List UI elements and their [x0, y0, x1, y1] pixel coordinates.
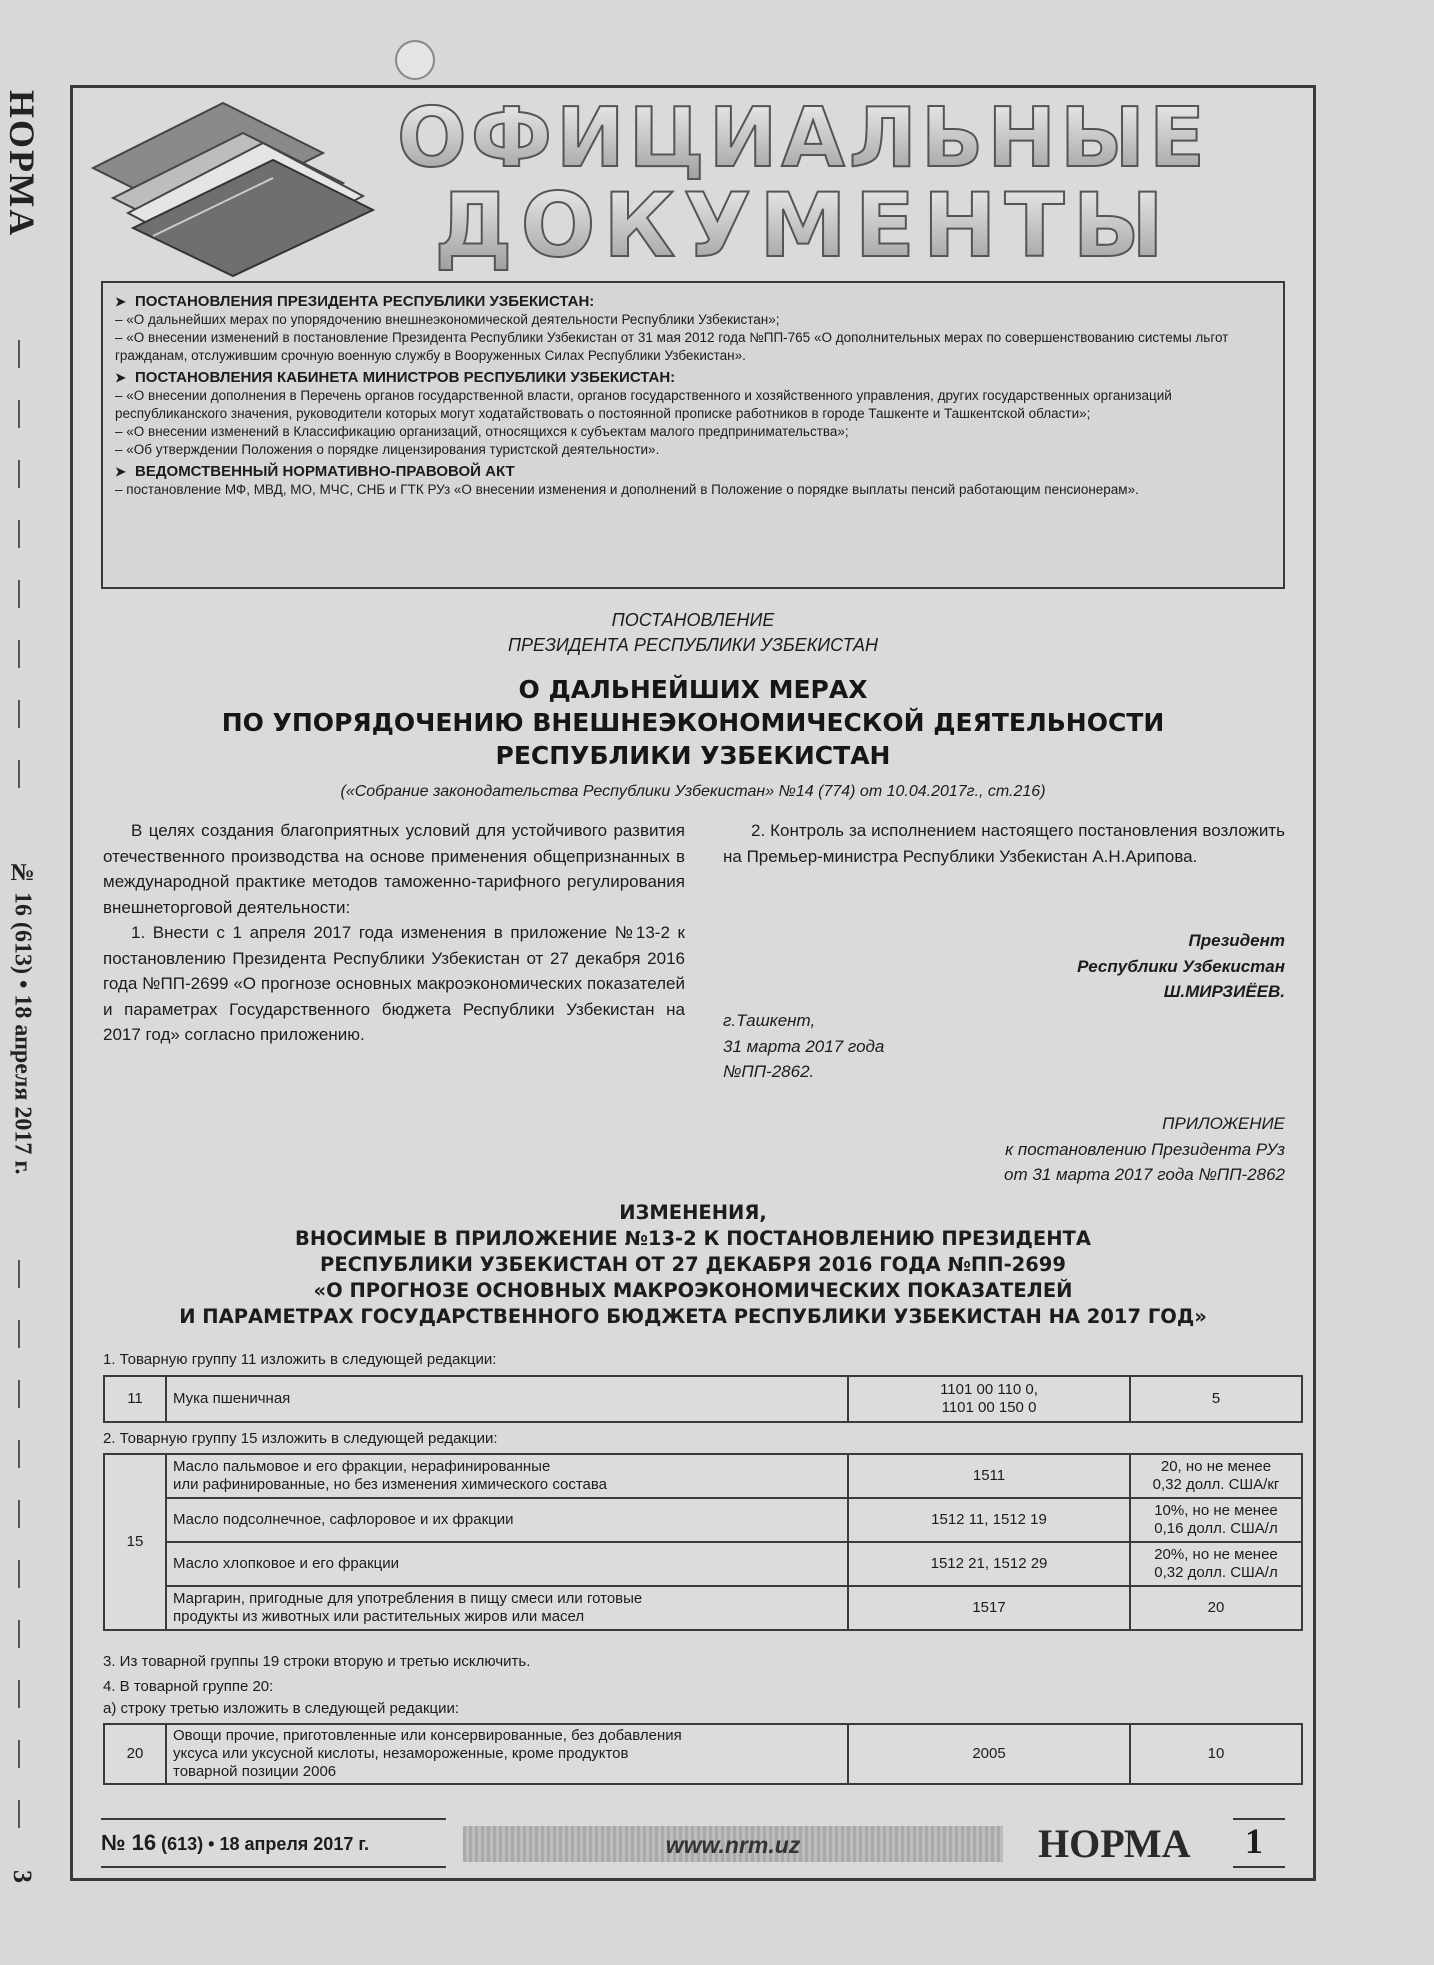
section-banner [73, 88, 1313, 278]
contents-line: – «О внесении дополнения в Перечень органов государственной власти, органов государственного и хозяйственного управления, других государственных организаций республиканского значения, руководители которых могут ходатайствовать о постоянной прописке работников в городе Ташкенте и Ташкентской области»; [115, 388, 1172, 421]
spine-dash [18, 520, 20, 548]
spine-dash [18, 1320, 20, 1348]
decree-type: ПОСТАНОВЛЕНИЕ [611, 610, 775, 630]
contents-line: – постановление МФ, МВД, МО, МЧС, СНБ и ГТК РУз «О внесении изменения и дополнений в Положение о порядке выплаты пенсий работающим пенсионерам». [115, 482, 1139, 497]
decree-body-right [723, 818, 1285, 869]
footer-issue-number: № 16 [101, 1830, 157, 1855]
name-cell [166, 1586, 848, 1630]
spine-brand: НОРМА [2, 90, 42, 238]
decree-paragraph: 2. Контроль за исполнением настоящего постановления возложить на Премьер-министра Республики Узбекистан А.Н.Арипова. [723, 821, 1285, 866]
spine-dash [18, 1440, 20, 1468]
rate-line: 10%, но не менее [1154, 1502, 1278, 1519]
footer-page-number: 1 [1245, 1821, 1263, 1861]
name-cell: Масло хлопковое и его фракции [166, 1542, 848, 1586]
spine-dash [18, 400, 20, 428]
contents-box [101, 281, 1285, 589]
appendix-note: а) строку третью изложить в следующей редакции: [103, 1700, 460, 1717]
contents-heading-text: ПОСТАНОВЛЕНИЯ ПРЕЗИДЕНТА РЕСПУБЛИКИ УЗБЕКИСТАН: [135, 293, 595, 310]
appendix-note: 4. В товарной группе 20: [103, 1678, 274, 1695]
banner-line1: ОФИЦИАЛЬНЫЕ [396, 91, 1210, 186]
spine-dash [18, 340, 20, 368]
name-line: товарной позиции 2006 [173, 1763, 337, 1780]
punch-hole [395, 40, 435, 80]
page-footer [73, 1810, 1313, 1870]
appendix-note: 3. Из товарной группы 19 строки вторую и третью исключить. [103, 1653, 531, 1670]
table-row [104, 1724, 1302, 1784]
name-line: продукты из животных или растительных жиров или масел [173, 1608, 585, 1625]
table-row [104, 1498, 1302, 1542]
rate-cell: 20 [1130, 1586, 1302, 1630]
name-line: Маргарин, пригодные для употребления в пищу смеси или готовые [173, 1590, 643, 1607]
code-line: 1101 00 150 0 [941, 1399, 1037, 1416]
code-cell [848, 1376, 1130, 1422]
table-row [104, 1454, 1302, 1498]
spine-dash [18, 1380, 20, 1408]
spine-dash [18, 1500, 20, 1528]
spine-dash [18, 1740, 20, 1768]
contents-section [115, 463, 1271, 499]
page-frame [70, 85, 1316, 1881]
footer-rule [101, 1866, 446, 1868]
contents-heading-text: ВЕДОМСТВЕННЫЙ НОРМАТИВНО-ПРАВОВОЙ АКТ [135, 463, 515, 480]
code-cell: 1512 11, 1512 19 [848, 1498, 1130, 1542]
contents-line: – «О дальнейших мерах по упорядочению внешнеэкономической деятельности Республики Узбекистан»; [115, 312, 780, 327]
rate-cell [1130, 1498, 1302, 1542]
signer-name: Ш.МИРЗИЁЕВ. [1163, 982, 1285, 1001]
decree-paragraph: 1. Внести с 1 апреля 2017 года изменения в приложение №13-2 к постановлению Президента Республики Узбекистан от 27 декабря 2016 года №ПП-2699 «О прогнозе основных макроэкономических показателей и параметрах Государственного бюджета Республики Узбекистан на 2017 год» согласно приложению. [103, 923, 685, 1044]
contents-line: – «О внесении изменений в Классификацию организаций, относящихся к субъектам малого предпринимательства»; [115, 424, 849, 439]
decree-title: ПО УПОРЯДОЧЕНИЮ ВНЕШНЕЭКОНОМИЧЕСКОЙ ДЕЯТЕЛЬНОСТИ [221, 708, 1165, 737]
decree-number: №ПП-2862. [723, 1062, 815, 1081]
appendix-title: РЕСПУБЛИКИ УЗБЕКИСТАН ОТ 27 ДЕКАБРЯ 2016 ГОДА №ПП-2699 [320, 1253, 1066, 1276]
name-cell [166, 1454, 848, 1498]
contents-line: – «О внесении изменений в постановление Президента Республики Узбекистан от 31 мая 2012 года №ПП-765 «О дополнительных мерах по совершенствованию системы льгот гражданам, отслужившим срочную военную службу в Вооруженных Силах Республики Узбекистан». [115, 330, 1229, 363]
appendix-title: ВНОСИМЫЕ В ПРИЛОЖЕНИЕ №13-2 К ПОСТАНОВЛЕНИЮ ПРЕЗИДЕНТА [295, 1227, 1091, 1250]
name-line: Овощи прочие, приготовленные или консервированные, без добавления [173, 1727, 682, 1744]
folder-documents-icon [73, 88, 1313, 278]
contents-heading [115, 463, 1271, 481]
name-cell: Масло подсолнечное, сафлоровое и их фракции [166, 1498, 848, 1542]
decree-issuer: ПРЕЗИДЕНТА РЕСПУБЛИКИ УЗБЕКИСТАН [507, 635, 878, 655]
appendix-title: И ПАРАМЕТРАХ ГОСУДАРСТВЕННОГО БЮДЖЕТА РЕСПУБЛИКИ УЗБЕКИСТАН НА 2017 ГОД» [179, 1305, 1207, 1328]
spine-dash [18, 1800, 20, 1828]
decree-date: 31 марта 2017 года [723, 1036, 885, 1056]
code-cell: 2005 [848, 1724, 1130, 1784]
table-row [104, 1376, 1302, 1422]
footer-rule [101, 1818, 446, 1820]
signer-title: Президент [1188, 931, 1285, 950]
spine-dash [18, 580, 20, 608]
spine-dash [18, 1260, 20, 1288]
group-cell: 11 [104, 1376, 166, 1422]
banner-line2: ДОКУМЕНТЫ [434, 174, 1172, 277]
footer-issue-date: (613) • 18 апреля 2017 г. [161, 1834, 370, 1854]
arrow-icon: ➤ [115, 370, 126, 385]
contents-section [115, 369, 1271, 459]
decree-place-date [723, 1008, 1023, 1085]
appendix-title: «О ПРОГНОЗЕ ОСНОВНЫХ МАКРОЭКОНОМИЧЕСКИХ ПОКАЗАТЕЛЕЙ [313, 1279, 1073, 1302]
appendix-note: 1. Товарную группу 11 изложить в следующей редакции: [103, 1351, 497, 1368]
spine-page-number: 3 [8, 1870, 37, 1883]
rate-line: 20, но не менее [1160, 1458, 1272, 1475]
appendix-reference [723, 1111, 1285, 1188]
appendix-title: ИЗМЕНЕНИЯ, [619, 1201, 767, 1224]
spine-dash [18, 1620, 20, 1648]
tariff-table-group-20 [103, 1723, 1303, 1785]
table-row [104, 1542, 1302, 1586]
spine-dash [18, 460, 20, 488]
rate-line: 0,32 долл. США/л [1154, 1564, 1278, 1581]
spine-issue: № 16 (613) • 18 апреля 2017 г. [9, 860, 36, 1175]
arrow-icon: ➤ [115, 294, 126, 309]
arrow-icon: ➤ [115, 464, 126, 479]
contents-line: – «Об утверждении Положения о порядке лицензирования туристской деятельности». [115, 442, 660, 457]
rate-cell: 5 [1130, 1376, 1302, 1422]
rate-line: 20%, но не менее [1154, 1546, 1278, 1563]
contents-section [115, 293, 1271, 365]
tariff-table-group-15 [103, 1453, 1303, 1631]
code-cell: 1517 [848, 1586, 1130, 1630]
decree-title: О ДАЛЬНЕЙШИХ МЕРАХ [518, 675, 868, 704]
group-cell: 15 [104, 1454, 166, 1630]
group-cell: 20 [104, 1724, 166, 1784]
signature-block [723, 928, 1285, 1005]
decree-title: РЕСПУБЛИКИ УЗБЕКИСТАН [495, 741, 891, 770]
code-cell: 1511 [848, 1454, 1130, 1498]
name-line: Масло пальмовое и его фракции, нерафинированные [173, 1458, 551, 1475]
name-line: уксуса или уксусной кислоты, незамороженные, кроме продуктов [173, 1745, 629, 1762]
rate-cell: 10 [1130, 1724, 1302, 1784]
rate-line: 0,32 долл. США/кг [1152, 1476, 1280, 1493]
rate-cell [1130, 1542, 1302, 1586]
table-row [104, 1586, 1302, 1630]
code-line: 1101 00 110 0, [940, 1381, 1038, 1398]
appendix-label: ПРИЛОЖЕНИЕ [1162, 1114, 1285, 1133]
contents-heading [115, 369, 1271, 387]
spine-dash [18, 640, 20, 668]
contents-heading-text: ПОСТАНОВЛЕНИЯ КАБИНЕТА МИНИСТРОВ РЕСПУБЛИКИ УЗБЕКИСТАН: [135, 369, 676, 386]
decree-source: («Собрание законодательства Республики Узбекистан» №14 (774) от 10.04.2017г., ст.216) [340, 783, 1046, 800]
appendix-ref: от 31 марта 2017 года №ПП-2862 [1004, 1165, 1285, 1184]
footer-rule [1233, 1866, 1285, 1868]
spine-dash [18, 1560, 20, 1588]
spine-dash [18, 700, 20, 728]
contents-heading [115, 293, 1271, 311]
name-cell [166, 1724, 848, 1784]
footer-brand: НОРМА [1038, 1821, 1191, 1866]
name-cell: Мука пшеничная [166, 1376, 848, 1422]
appendix-ref: к постановлению Президента РУз [1005, 1139, 1285, 1159]
rate-line: 0,16 долл. США/л [1154, 1520, 1278, 1537]
spine-dash [18, 760, 20, 788]
spine-dash [18, 1680, 20, 1708]
decree-place: г.Ташкент, [723, 1011, 816, 1030]
tariff-table-group-11 [103, 1375, 1303, 1423]
appendix-note: 2. Товарную группу 15 изложить в следующей редакции: [103, 1430, 498, 1447]
website-bar [463, 1826, 1003, 1862]
decree-body-left [103, 818, 685, 1048]
rate-cell [1130, 1454, 1302, 1498]
website-link[interactable]: www.nrm.uz [665, 1832, 801, 1858]
footer-issue [101, 1830, 369, 1856]
signer-title: Республики Узбекистан [1077, 956, 1285, 976]
name-line: или рафинированные, но без изменения химического состава [173, 1476, 608, 1493]
decree-paragraph: В целях создания благоприятных условий для устойчивого развития отечественного производства на основе применения общепризнанных в международной практике методов таможенно-тарифного регулирования внешнеторговой деятельности: [103, 821, 685, 917]
code-cell: 1512 21, 1512 29 [848, 1542, 1130, 1586]
